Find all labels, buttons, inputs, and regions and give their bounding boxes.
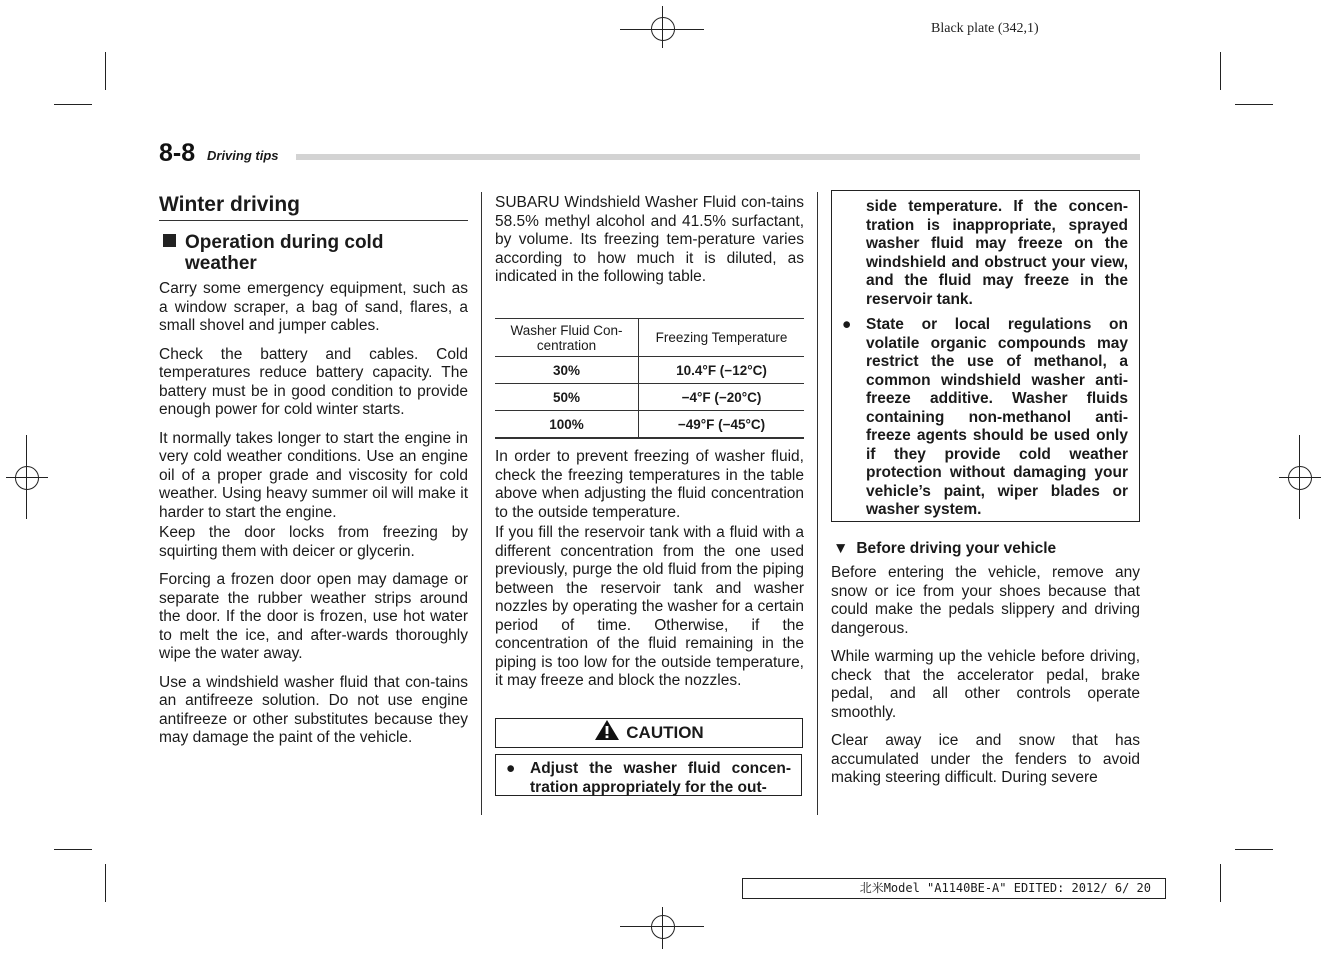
caution-text: side temperature. If the concen-tration is inappropriate, sprayed washer fluid may freeze on the windshield and obstruct your view, and the fluid may freeze in the reservoir tank. [866,198,1128,308]
table-cell: −49°F (−45°C) [639,411,805,439]
table-row [495,357,804,384]
table-cell: 50% [495,384,639,411]
warning-triangle-icon [594,719,620,741]
paragraph: If you fill the reservoir tank with a fluid with a different concentration from the one used previously, purge the old fluid from the piping between the reservoir tank and washer nozzles by operating the washer for a certain period of time. Otherwise, if the concentration of the fluid remaining in the piping is too low for the outside temperature, it may freeze and block the nozzles. [495,524,804,689]
paragraph: While warming up the vehicle before driving, check that the accelerator pedal, brake pedal, and all other controls operate smoothly. [831,648,1140,721]
title-rule [159,220,468,221]
table-cell: 30% [495,357,639,384]
square-bullet-icon [163,234,176,247]
section-name: Driving tips [207,148,279,163]
column-2-body [495,448,804,701]
table-cell: −4°F (−20°C) [639,384,805,411]
plate-label: Black plate (342,1) [931,21,1039,36]
bullet-icon: ● [506,760,516,777]
caution-box-start [495,754,802,796]
table-cell: 10.4°F (−12°C) [639,357,805,384]
table-header: Freezing Temperature [639,319,805,357]
table-row [495,384,804,411]
paragraph: Before entering the vehicle, remove any snow or ice from your shoes because that could make the pedals slippery and driving dangerous. [831,564,1140,637]
column-2-intro: SUBARU Windshield Washer Fluid con-tains 58.5% methyl alcohol and 41.5% surfactant, by volume. Its freezing tem-perature varies according to how much it is diluted, as indicated in the following table. [495,194,804,285]
paragraph: Forcing a frozen door open may damage or separate the rubber weather strips around the door. If the door is frozen, use hot water to melt the ice, and after-wards thoroughly wipe the water away. [159,571,468,662]
edit-footer: 北米Model "A1140BE-A" EDITED: 2012/ 6/ 20 [742,878,1166,899]
column-1-body [159,280,468,758]
table-row [495,411,804,439]
table-cell: 100% [495,411,639,439]
paragraph: Use a windshield washer fluid that con-tains an antifreeze solution. Do not use engine antifreeze or other substitutes because they may damage the paint of the vehicle. [159,673,468,746]
subheading: ▼ Before driving your vehicle [833,540,1057,557]
caution-box-cont [831,190,1140,522]
caution-header: CAUTION [495,718,803,748]
caution-bullet: ● Adjust the washer fluid concen-tration appropriately for the out- [506,760,791,796]
page-title: Winter driving [159,193,300,216]
column-divider [481,192,482,815]
paragraph: Carry some emergency equipment, such as a window scraper, a bag of sand, flares, a small shovel and jumper cables. [159,280,468,334]
column-3-body [831,564,1140,798]
paragraph: It normally takes longer to start the engine in very cold weather conditions. Use an engine oil of a proper grade and viscosity for cold weather. Using heavy summer oil will make it harder to start the engine. [159,429,468,521]
table-header: Washer Fluid Con-centration [495,319,639,357]
paragraph: Clear away ice and snow that has accumulated under the fenders to avoid making steering difficult. During severe [831,732,1140,786]
caution-bullet: ● State or local regulations on volatile organic compounds may restrict the use of methanol, a common windshield washer anti-freeze additive. Washer fluids containing non-methanol anti-freeze agents should be used only if they provide cold weather protection without damaging your vehicle’s paint, wiper blades or washer system. [842,316,1128,518]
column-divider [817,192,818,815]
triangle-down-icon: ▼ [833,540,849,557]
section-heading: Operation during cold weather [163,232,383,274]
section-number: 8-8 [159,139,196,167]
paragraph: Check the battery and cables. Cold temperatures reduce battery capacity. The battery must be in good condition to provide enough power for cold winter starts. [159,345,468,418]
paragraph: In order to prevent freezing of washer fluid, check the freezing temperatures in the table above when adjusting the fluid concentration to the outside temperature. [495,448,804,521]
bullet-icon: ● [842,316,852,333]
freezing-table [495,318,804,439]
header-bar [296,154,1140,160]
paragraph: Keep the door locks from freezing by squirting them with deicer or glycerin. [159,524,468,560]
